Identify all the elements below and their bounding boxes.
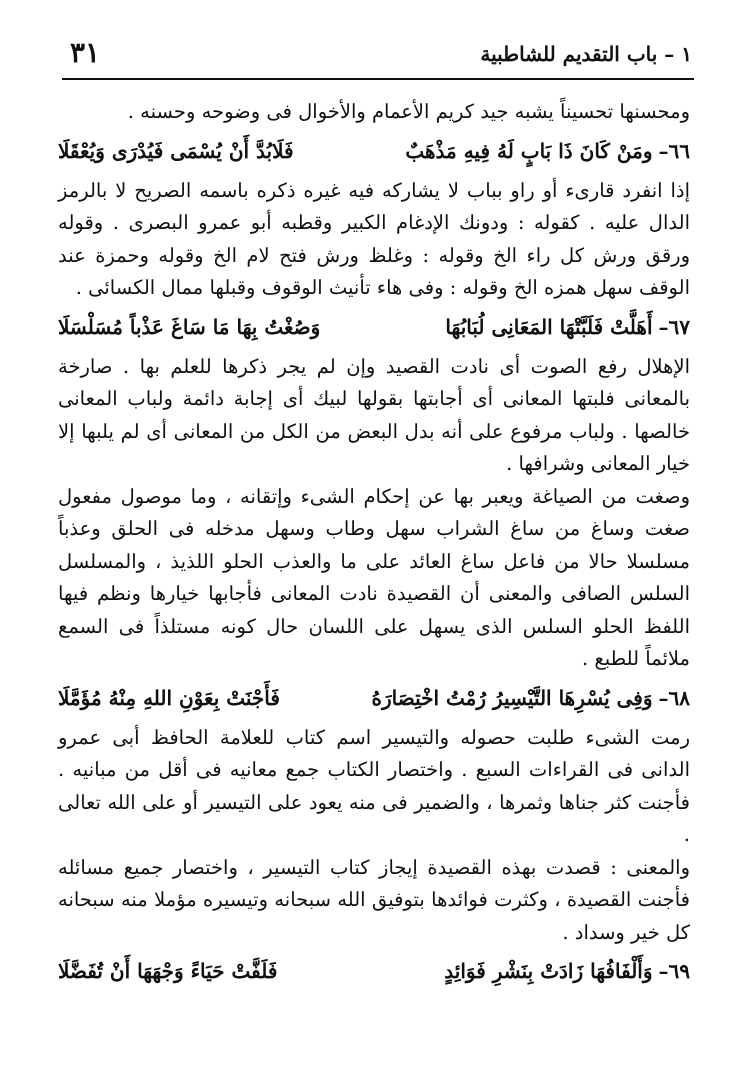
verse-first-hemistich: أَهَلَّتْ فَلَبَّتْهَا المَعَانِى لُبَابُهَا — [445, 314, 653, 339]
verse-second-hemistich: فَأَجْنَتْ بِعَوْنِ اللهِ مِنْهُ مُؤَمَّلَا — [57, 685, 280, 710]
paragraph: وصغت من الصياغة ويعبر بها عن إحكام الشىء وإتقانه ، وما موصول مفعول صغت وساغ من ساغ الشراب سهل وطاب وسهل مدخله فى الحلق وعذباً مسلسلا حالا من فاعل ساغ العائد على ما والعذب الحلو اللذيذ ، والمسلسل السلس الصافى والمعنى أن القصيدة نادت المعانى فأجابها خيارها ونظم فيها اللفظ الحلو السلس الذى يسهل على اللسان حال كونه مستلذاً فى السمع ملائماً للطبع . — [58, 484, 690, 670]
verse-line — [58, 307, 690, 347]
paragraph: الإهلال رفع الصوت أى نادت القصيد وإن لم يجر ذكرها للعلم بها . صارخة بالمعانى فلبتها المعانى أى أجابتها بقولها لبيك أى إجابة دائمة ولباب المعانى خالصها . ولباب مرفوع على أنه بدل البعض من الكل من المعانى أى لم يلبها إلا خيار المعانى وشرافها . — [58, 354, 690, 475]
verse-first-hemistich: وَأَلْفَافُهَا زَادَتْ بِنَشْرِ فَوَائِدٍ — [444, 959, 653, 983]
verse-number: ٦٦– — [658, 138, 690, 163]
paragraph: ومحسنها تحسيناً يشبه جيد كريم الأعمام والأخوال فى وضوحه وحسنه . — [127, 100, 690, 123]
page-number: ٣١ — [70, 36, 101, 69]
verse-number: ٦٩– — [658, 959, 690, 983]
header-rule — [62, 78, 694, 80]
paragraph: رمت الشىء طلبت حصوله والتيسير اسم كتاب للعلامة الحافظ أبى عمرو الدانى فى القراءات السبع . واختصار الكتاب جمع معانيه فى أقل من مبانيه . فأجنت كثر جناها وثمرها ، والضمير فى منه يعود على التيسير أو على الله تعالى . — [58, 725, 690, 846]
running-header — [70, 36, 692, 76]
verse-first-hemistich: وَفِى يُسْرِهَا التَّيْسِيرُ رُمْتُ اخْتِصَارَهُ — [371, 685, 653, 710]
page-content — [58, 96, 690, 995]
verse-second-hemistich: وَصُغْتُ بِهَا مَا سَاغَ عَذْباً مُسَلْسَلَا — [57, 314, 321, 339]
verse-number: ٦٧– — [658, 314, 690, 339]
paragraph: والمعنى : قصدت بهذه القصيدة إيجاز كتاب التيسير ، واختصار جميع مسائله فأجنت القصيدة ، وكثرت فوائدها بتوفيق الله سبحانه وتيسيره مؤملا منه سبحانه كل خير وسداد . — [58, 855, 690, 944]
chapter-title: ١ – باب التقديم للشاطبية — [480, 42, 692, 66]
verse-first-hemistich: ومَنْ كَانَ ذَا بَابٍ لَهُ فِيهِ مَذْهَبٌ — [405, 138, 653, 163]
verse-second-hemistich: فَلَفَّتْ حَيَاءً وَجْهَهَا أَنْ تُفَضَّلَا — [57, 959, 278, 983]
verse-second-hemistich: فَلَابُدَّ أَنْ يُسْمَى فَيُدْرَى وَيُعْقَلَا — [57, 138, 294, 163]
verse-line — [58, 131, 690, 171]
verse-number: ٦٨– — [658, 685, 690, 710]
verse-line — [58, 678, 690, 718]
paragraph: إذا انفرد قارىء أو راو بباب لا يشاركه فيه غيره ذكره باسمه الصريح لا بالرمز الدال عليه . كقوله : ودونك الإدغام الكبير وقطبه أبو عمرو البصرى . وقوله ورقق ورش كل راء الخ وقوله : وغلظ ورش فتح لام الخ وقوله وحمزة عند الوقف سهل همزه الخ وقوله : وفى هاء تأنيث الوقوف وقبلها ممال الكسائى . — [58, 178, 690, 299]
verse-line — [58, 951, 690, 991]
